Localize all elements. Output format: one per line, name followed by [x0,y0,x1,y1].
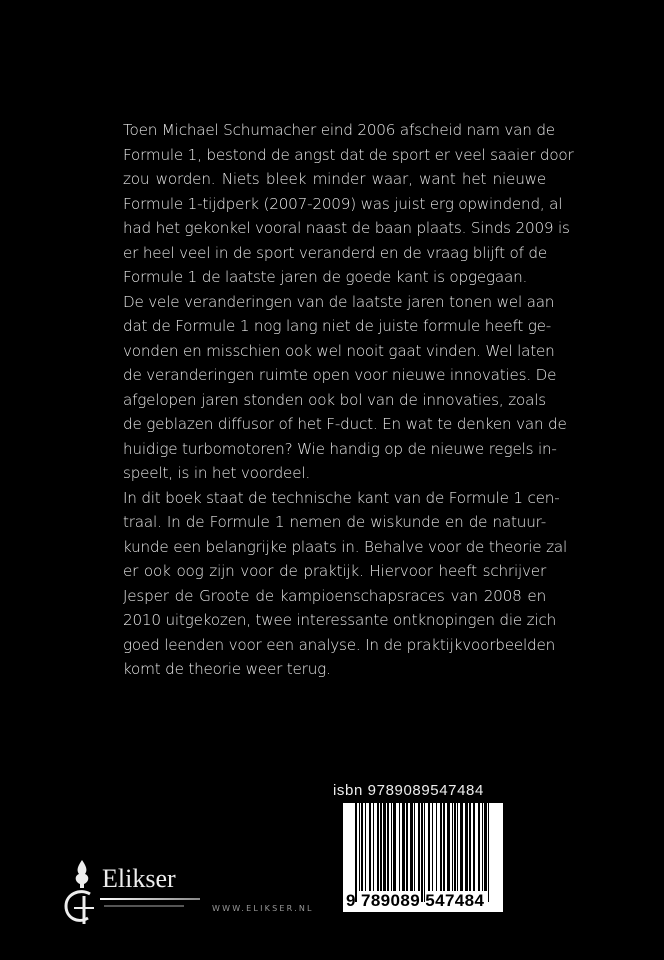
barcode-bar [454,803,456,891]
blurb-line: er heel veel in de sport veranderd en de vraag blijft of de [123,243,548,262]
blurb-line: dat de Formule 1 nog lang niet de juiste formule heeft ge- [123,317,552,335]
blurb-line: kunde een belangrijke plaats in. Behalve voor de theorie zal [123,537,567,556]
blurb-line: 2010 uitgekozen, twee interessante ontknopingen die zich [123,611,557,629]
blurb-line: de veranderingen ruimte open voor nieuwe innovaties. De [123,366,557,384]
barcode-bar [482,803,483,891]
blurb-line: komt de theorie weer terug. [123,660,331,678]
barcode-bar [488,803,489,902]
barcode-bar [361,803,363,891]
blurb-line: afgelopen jaren stonden ook bol van de innovaties, zoals [123,390,546,409]
barcode-bar [399,803,400,891]
barcode-bar [410,803,413,891]
barcode-bar [391,803,392,891]
barcode-bar [436,803,437,891]
publisher-website: WWW.ELIKSER.NL [212,904,314,913]
barcode-bar [424,803,425,902]
barcode-bar [406,803,408,891]
barcode-bar [447,803,450,891]
barcode-digits: 9 789089 547484 [346,891,485,910]
blurb-line: huidige turbomotoren? Wie handig op de nieuwe regels in- [123,439,557,458]
barcode-bar [440,803,442,891]
barcode-bar [373,803,374,891]
barcode-bar [465,803,468,891]
blurb-line: De vele veranderingen van de laatste jaren tonen wel aan [123,292,555,311]
barcode-bar [380,803,382,891]
blurb-line: In dit boek staat de technische kant van de Formule 1 cen- [123,488,560,507]
blurb-line: Formule 1 de laatste jaren de goede kant is opgegaan. [123,268,528,286]
barcode-bar [414,803,415,891]
barcode-bar [387,803,389,891]
blurb-line: goed leenden voor een analyse. In de praktijkvoorbeelden [123,635,556,654]
barcode-bar [421,803,423,902]
barcode-bar [402,803,405,891]
barcode-bar [377,803,379,891]
blurb-line: de geblazen diffusor of het F-duct. En wat te denken van de [123,415,567,433]
blurb-line: Formule 1, bestond de angst dat de sport er veel saaier door [123,145,574,164]
blurb-line: traal. In de Formule 1 nemen de wiskunde en de natuur- [123,513,546,531]
blurb-line: zou worden. Niets bleek minder waar, want het nieuwe [123,170,546,188]
barcode-bar [460,803,463,891]
blurb-line: Jesper de Groote de kampioenschapsraces van 2008 en [123,586,546,605]
blurb-line: had het gekonkel vooral naast de baan plaats. Sinds 2009 is [123,219,570,237]
barcode-bar [383,803,386,891]
isbn-barcode [343,803,503,912]
isbn-label: isbn 9789089547484 [333,782,484,799]
barcode-bar [428,803,430,891]
blurb-line: speelt, is in het voordeel. [123,464,310,482]
barcode-bar [355,803,357,902]
publisher-logo [60,858,210,928]
elikser-emblem-icon [60,858,104,928]
barcode-bar [484,803,487,891]
barcode-bar [478,803,480,891]
barcode-bars [355,803,491,891]
barcode-bar [457,803,458,891]
barcode-bar [443,803,445,891]
logo-swoosh [100,898,200,900]
blurb-line: Formule 1-tijdperk (2007-2009) was juist erg opwindend, al [123,194,563,213]
barcode-bar [432,803,433,891]
barcode-bar [365,803,366,891]
logo-tagline [104,905,184,907]
blurb-line: vonden en misschien ook wel nooit gaat vinden. Wel laten [123,341,555,360]
barcode-bar [369,803,371,891]
barcode-bar [452,803,453,891]
barcode-bar [473,803,475,891]
barcode-bar [393,803,396,891]
blurb-line: er ook oog zijn voor de praktijk. Hiervoor heeft schrijver [123,562,546,580]
barcode-bar [359,803,360,891]
barcode-bar [418,803,420,891]
publisher-name: Elikser [102,864,176,893]
blurb-line: Toen Michael Schumacher eind 2006 afscheid nam van de [123,121,555,139]
back-cover-blurb [123,118,574,682]
barcode-bar [469,803,471,891]
